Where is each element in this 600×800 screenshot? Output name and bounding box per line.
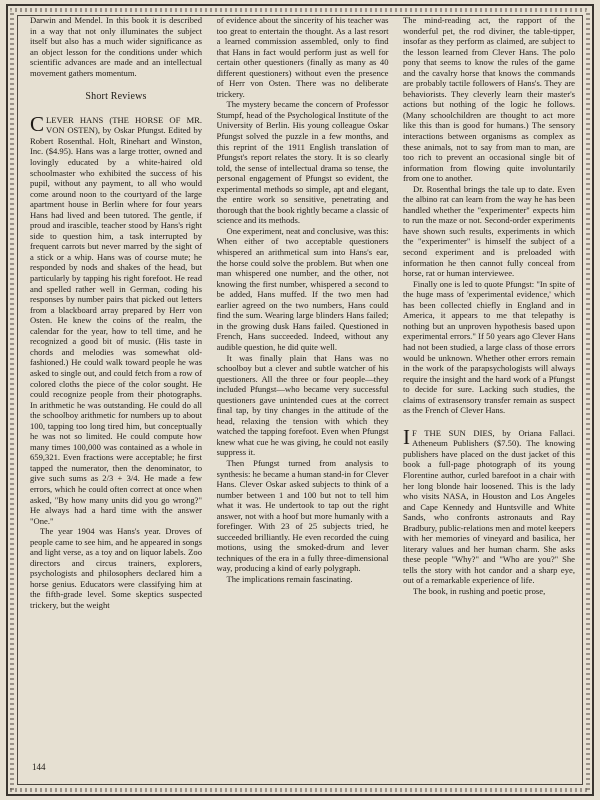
review-1-byline: by Oskar Pfungst. Edited by Robert Rosenthal. Holt, Rinehart and Winston, Inc. ($4.95).	[30, 125, 202, 157]
column-3-paragraph-3: Finally one is led to quote Pfungst: "In spite of the huge mass of 'experimental evidence,' which has been collected chiefly in England and in America, it appears to me that telepathy is nothing but an unproven hypothesis based upon experimental errors." If 50 years ago Clever Hans had not been studied, a large class of those errors would be unknown. Whether other errors remain in the work of the parapsychologists will always require the insight and the hard work of a Pfungst to decide for sure. Lacking such studies, the claims of extrasensory transfer remain as suspect as the French of Clever Hans.	[403, 278, 575, 416]
column-1-paragraph-2: The year 1904 was Hans's year. Droves of people came to see him, and he appeared in songs and light verse, as a toy and on liquor labels. Zoo directors and circus trainers, explorers, psychologists and philosophers declared him a horse genius. Educators were classifying him at the fifth-grade level. Some skeptics suspected trickery, but the weight	[30, 526, 202, 610]
review-1	[30, 111, 202, 526]
review-2-byline: by Oriana Fallaci. Atheneum Publishers ($7.50).	[412, 427, 575, 449]
column-3-paragraph-4: The book, in rushing and poetic prose,	[413, 585, 546, 596]
column-2-paragraph-2: The mystery became the concern of Professor Stumpf, head of the Psychological Institute of the University of Berlin. His young colleague Oskar Pfungst solved the puzzle in a few months, and this reprint of the 1911 English translation of Pfungst's report relates the story. It is so clearly told, the sense of intellectual drama so tense, the personal engagement of Pfungst so evident, the experimental methods so simple, apt and elegant, the entire work so sensitive, penetrating and thorough that the book rightly became a classic of science and its methods.	[216, 99, 389, 226]
frame-band-left	[10, 10, 14, 790]
review-2-dropcap: I	[403, 424, 410, 449]
frame-band-bottom	[10, 788, 590, 792]
column-2-paragraph-4: It was finally plain that Hans was no schoolboy but a clever and subtle watcher of his questioners. All the three or four people—they included Pfungst—who became very successful questioners gave unintended cues at the correct final tap, by tiny changes in the attitude of the head, relaxing the tension with which they watched the tapping forefoot. Even when Pfungst knew what cue he was giving, he could not easily suppress it.	[216, 352, 389, 458]
column-2	[217, 15, 389, 775]
column-3	[403, 15, 575, 775]
review-2-title: F THE SUN DIES,	[412, 427, 495, 438]
page-number: 144	[32, 762, 46, 772]
review-spacer	[403, 416, 575, 428]
column-3-paragraph-1: The mind-reading act, the rapport of the wonderful pet, the rod diviner, the table-tipper, insofar as they perform as claimed, are subject to the lesson learned from Clever Hans. The polo pony that seems to know the rules of the game and the cavalry horse that knows the commands are probably tactile followers of Hans's. They are behaviorists. They cleverly learn their master's actions but nothing of the logic he follows. (Many schoolchildren are thought to act more like this than is good for humans.) The sensory interactions between organisms as complex as these animals, not to say from man to man, are too rich to prevent an occasional single bit of information from flowing quite involuntarily from one to another.	[403, 15, 575, 184]
frame-band-top	[10, 8, 590, 12]
column-1	[30, 15, 202, 775]
review-2-text: The knowing publishers have placed on the dust jacket of this book a full-page photograph of its young Florentine author, curled barefoot in a chair with her long blonde hair loosened. This is the lady who visits NASA, in Houston and Los Angeles and Cape Kennedy and Huntsville and White Sands, who confronts astronauts and Ray Bradbury, public-relations men and motel keepers with her memories of vineyard and basilica, her literary values and her human charm. She asks these people "Why?" and "Who are you?" She tells the story with hot candor and a sharp eye, out of a remarkable experience of life.	[403, 438, 575, 586]
column-2-paragraph-6: The implications remain fascinating.	[226, 573, 353, 584]
column-2-paragraph-5: Then Pfungst turned from analysis to synthesis: he became a human stand-in for Clever Hans. Clever Oskar asked subjects to think of a number between 1 and 100 but not to tell him what it was. He undertook to tap out the right answer, not with a hoof but more humanly with a forefinger. With 23 of 25 subjects tried, he succeeded brilliantly. He even recorded the cuing motions, using the smoked-drum and lever techniques of the era in a fully three-dimensional way, producing a kind of early polygraph.	[216, 457, 389, 574]
intro-paragraph: Darwin and Mendel. In this book it is described in a way that not only illuminates the subject itself but also has a much wider significance as an object lesson for the conditions under which scientific advances are made and an intellectual movement gathers momentum.	[30, 15, 202, 78]
review-1-title: LEVER HANS (THE HORSE OF MR. VON OSTEN),	[46, 114, 202, 136]
review-1-text: Hans was a large trotter, owned and lovingly educated by a white-haired old schoolmaster who exhibited the success of his pupil, without any payment, to all who would come around noon to the courtyard of the large apartment house in Berlin where for four years Hans had lived and been tutored. The gentle, if proud and irascible, teacher stood by Hans's right side to question him, a task interrupted by frequent carrots but never marred by the sight of a stick or a whip. Hans was of course mute; he responded by nods and shakes of the head, but particularly by tapping his right forefoot. He read and spelled rather well in German, coding his responses by number pairs that picked out letters from a blackboard array prepared by Herr von Osten. He knew the coins of the realm, the calendar for the year, how to tell time, and he recognized a good bit of music. (His taste in chords and melodies was somewhat old-fashioned.) He could walk toward people he was asked to single out, and could fetch from a row of colored cloths the piece of the color sought. He could recognize people from their photographs. In arithmetic he was outstanding. He could do all the schoolboy arithmetic for numbers up to about 100, tapping too long tired him, but conceptually he was not so limited. He could compute how many times 100,000 was contained as a whole in 659,321. Even fractions were acceptable; he first tapped the numerator, then the denominator, to give such sums as 2/3 + 3/4. He made a few errors, which he could often correct at once when asked, "By how many units did you go wrong?" He always had a hard time with the answer "One."	[30, 146, 202, 526]
column-2-paragraph-3: One experiment, neat and conclusive, was this: When either of two acceptable questioners whispered an arithmetical sum into Hans's ear, the horse could solve the problem. But when one man whispered one number, and the other, not knowing the first number, whispered a second to be added, Hans muffed. If the two men had earlier agreed on the two numbers, Hans could find the sum. Wearing large blinders Hans failed; in the growing dusk Hans failed. Questioned in French, Hans succeeded. Indeed, without any audible question, he did quite well.	[216, 225, 389, 352]
review-1-dropcap: C	[30, 111, 45, 136]
section-heading: Short Reviews	[85, 91, 147, 103]
column-2-paragraph-1: of evidence about the sincerity of his teacher was too great to entertain the thought. As a last resort a learned commission assembled, only to find that Hans in fact would perform just as well for certain other questioners (finally as many as 40 different questioners) without even the presence of Herr von Osten. There was no deliberate trickery.	[216, 15, 389, 99]
text-columns	[30, 15, 575, 775]
frame-band-right	[586, 10, 590, 790]
review-2	[403, 424, 575, 586]
column-3-paragraph-2: Dr. Rosenthal brings the tale up to date. Even the albino rat can learn from the way he has been handled whether the "experimenter" expects him to run the maze or not. Second-order experiments have shown such results, experiments in which the "experimenter" is himself the subject of a second experiment and is preloaded with information he then cannot fully conceal from horse, rat or human interviewee.	[403, 183, 575, 279]
